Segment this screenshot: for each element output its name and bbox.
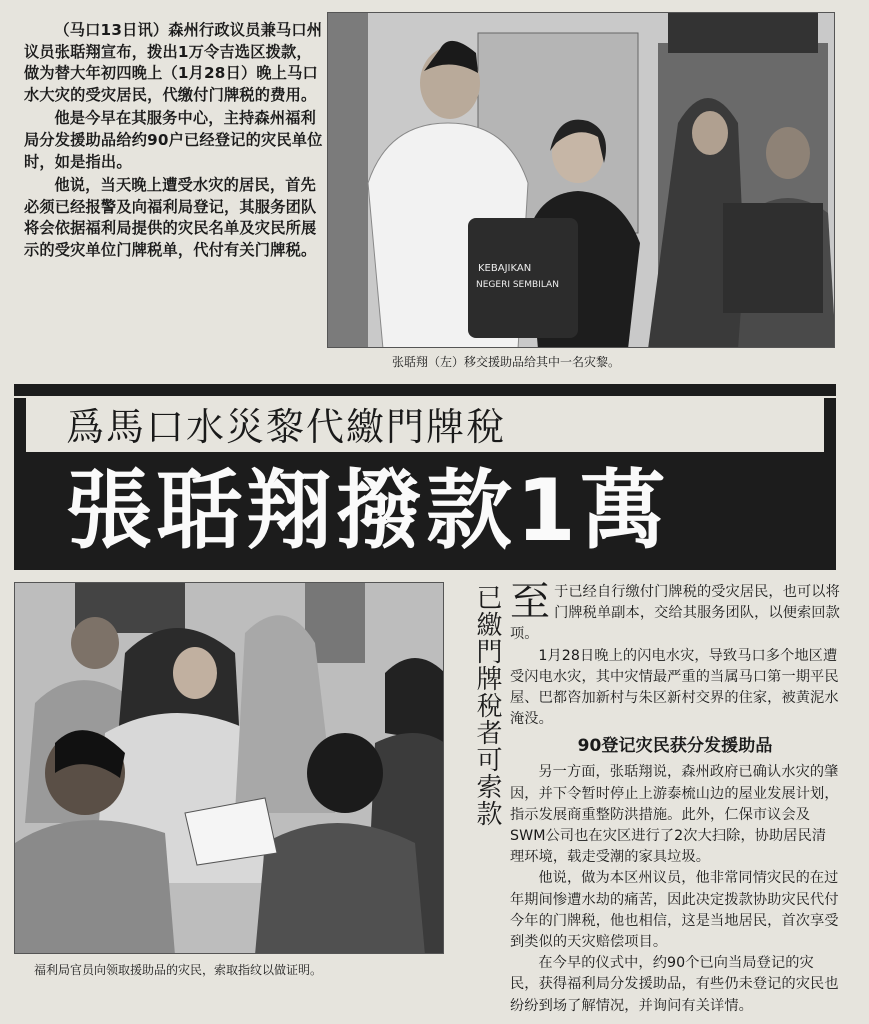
top-paragraph-2: 他是今早在其服务中心，主持森州福利局分发援助品给约90户已经登记的灾民单位时，如是指出。 xyxy=(24,109,323,171)
bottom-lead-text: 于已经自行缴付门牌税的受灾居民，也可以将门牌税单副本，交给其服务团队，以便索回款项。 xyxy=(510,584,840,643)
headline-subhead: 爲馬口水災黎代繳門牌稅 xyxy=(66,405,507,449)
bottom-paragraph-1: 1月28日晚上的闪电水灾，导致马口多个地区遭受闪电水灾，其中灾情最严重的当属马口第一期平民屋、巴都咨加新村与朱区新村交界的住家，被黄泥水淹没。 xyxy=(510,647,839,728)
photo-top-caption: 张聒翔（左）移交援助品给其中一名灾黎。 xyxy=(392,355,621,369)
bottom-paragraph-4: 在今早的仪式中，约90个已向当局登记的灾民，获得福利局分发援助品，有些仍未登记的灾民也纷纷到场了解情况，并询问有关详情。 xyxy=(510,955,839,1014)
photo-top xyxy=(327,12,835,348)
photo-top-illustration xyxy=(328,13,835,348)
top-article xyxy=(24,20,326,264)
bottom-subheading: 90登记灾民获分发援助品 xyxy=(577,736,773,757)
headline-top-rule xyxy=(14,384,836,396)
photo-bottom-illustration xyxy=(15,583,444,954)
photo-bottom xyxy=(14,582,444,954)
bottom-lead-paragraph xyxy=(510,579,840,646)
dropcap: 至 xyxy=(510,579,551,625)
top-paragraph-1: （马口13日讯）森州行政议员兼马口州议员张聒翔宣布，拨出1万令吉选区拨款，做为替大年初四晚上（1月28日）晚上马口水大灾的受灾居民，代缴付门牌税的费用。 xyxy=(24,21,323,104)
bag-text-2: NEGERI SEMBILAN xyxy=(476,280,559,290)
top-paragraph-3: 他说，当天晚上遭受水灾的居民，首先必须已经报警及向福利局登记，其服务团队将会依据福利局提供的灾民名单及灾民所展示的受灾单位门牌税单，代付有关门牌税。 xyxy=(24,176,317,259)
bottom-paragraph-3: 他说，做为本区州议员，他非常同情灾民的在过年期间惨遭水劫的痛苦，因此决定拨款协助灾民代付今年的门牌税，他也相信，这是当地居民，首次享受到类似的天灾赔偿项目。 xyxy=(510,870,839,951)
photo-bottom-caption: 福利局官员向领取援助品的灾民，索取指纹以做证明。 xyxy=(34,963,323,977)
bottom-paragraph-2: 另一方面，张聒翔说，森州政府已确认水灾的肇因，并下令暂时停止上游泰梳山边的屋业发展计划，指示发展商重整防洪措施。此外，仁保市议会及SWM公司也在灾区进行了2次大扫除，协助居民清理环境，载走受潮的家具垃圾。 xyxy=(510,764,839,866)
side-heading: 已繳門牌稅者可索款 xyxy=(472,584,502,827)
bag-text-1: KEBAJIKAN xyxy=(478,263,532,274)
bottom-article xyxy=(510,579,840,1017)
headline-main: 張聒翔撥款1萬 xyxy=(66,461,670,561)
